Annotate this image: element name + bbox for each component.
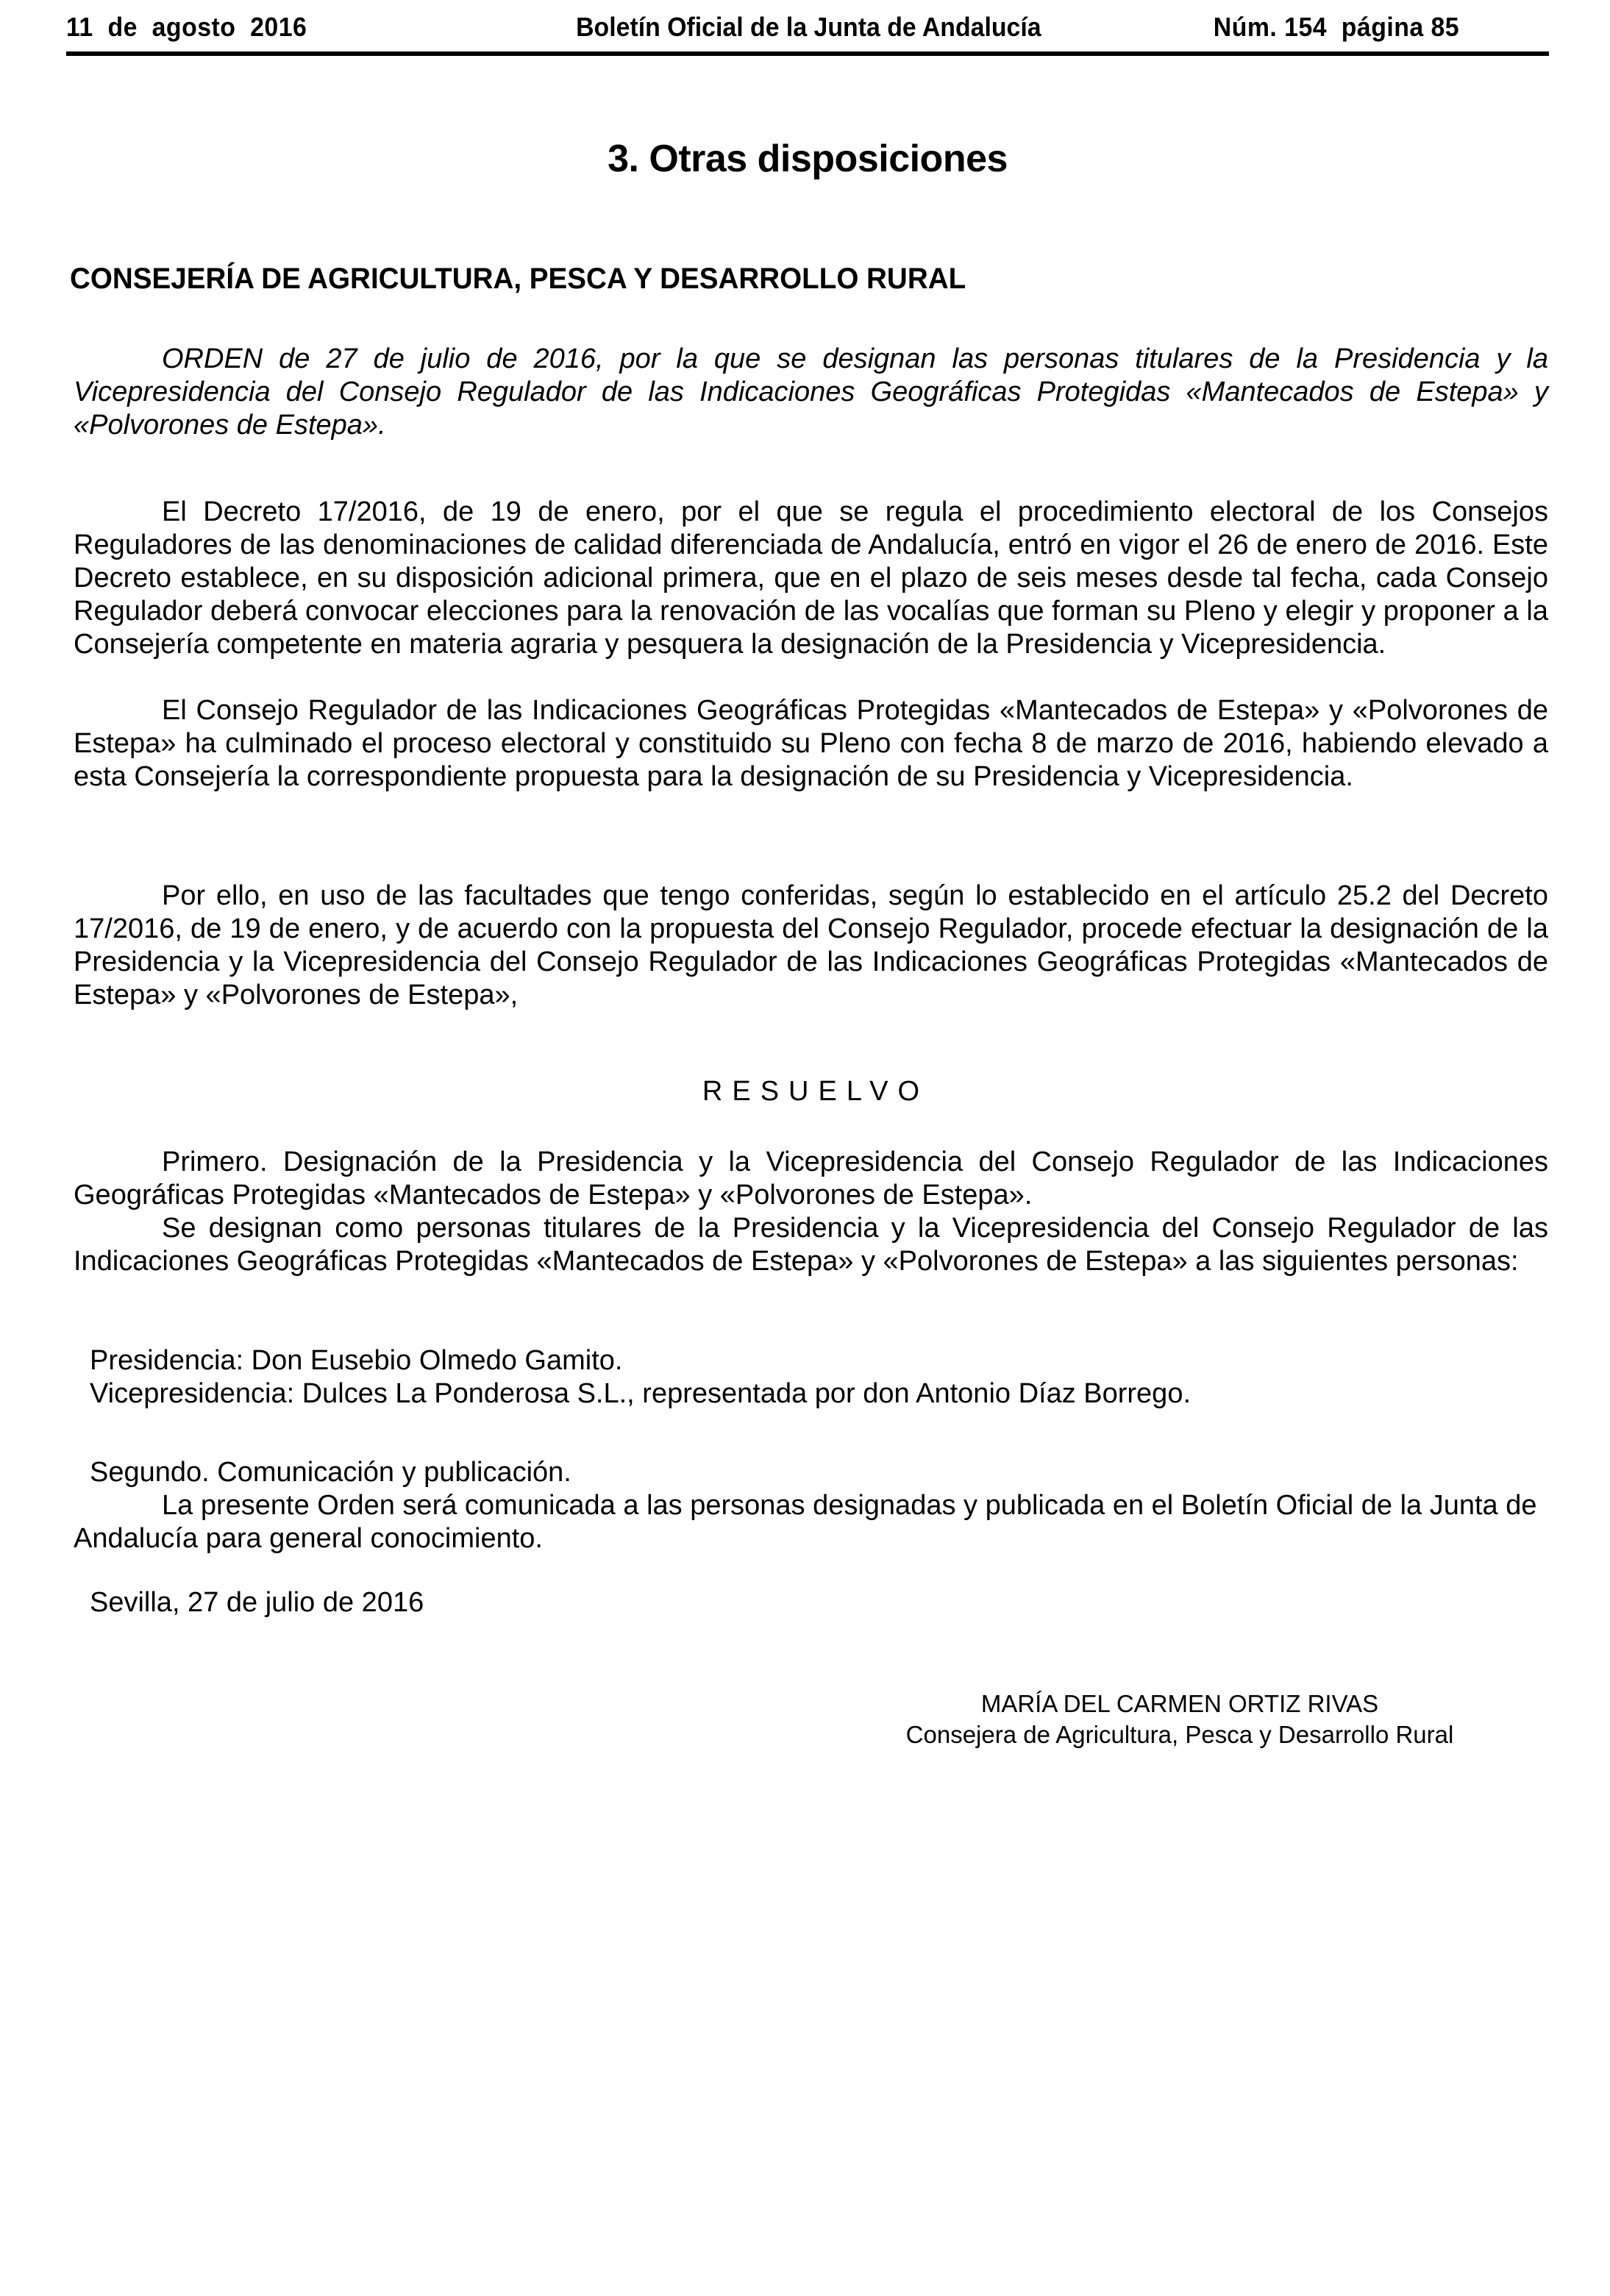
designation-paragraph: Se designan como personas titulares de la Presidencia y la Vicepresidencia del Consejo Regulador de las Indicaciones Geográficas Protegidas «Mantecados de Estepa» y «Polvorones de Estepa» a las siguientes personas:	[74, 1213, 1548, 1277]
recital-paragraph-2: El Consejo Regulador de las Indicaciones Geográficas Protegidas «Mantecados de Estepa» y «Polvorones de Estepa» ha culminado el proceso electoral y constituido su Pleno con fecha 8 de marzo de 2016, habiendo elevado a esta Consejería la correspondiente propuesta para la designación de su Presidencia y Vicepresidencia.	[74, 695, 1548, 792]
recital-paragraph-2-block	[74, 694, 1548, 794]
recital-paragraph-3-block	[74, 880, 1548, 1012]
organisation-heading: CONSEJERÍA DE AGRICULTURA, PESCA Y DESARROLLO RURAL	[70, 263, 966, 295]
primero-paragraph: Primero. Designación de la Presidencia y la Vicepresidencia del Consejo Regulador de las Indicaciones Geográficas Protegidas «Mantecados de Estepa» y «Polvorones de Estepa».	[74, 1147, 1548, 1211]
header-rule	[66, 51, 1549, 56]
segundo-heading-block	[74, 1456, 1548, 1489]
recital-paragraph-1-block	[74, 496, 1548, 661]
running-head-publication: Boletín Oficial de la Junta de Andalucía	[576, 12, 1041, 42]
place-date: Sevilla, 27 de julio de 2016	[90, 1587, 424, 1618]
signature-name: MARÍA DEL CARMEN ORTIZ RIVAS	[980, 1690, 1379, 1717]
publication-paragraph-block	[74, 1489, 1548, 1555]
designation-paragraph-block	[74, 1212, 1548, 1278]
recital-paragraph-3: Por ello, en uso de las facultades que tengo conferidas, según lo establecido en el artículo 25.2 del Decreto 17/2016, de 19 de enero, y de acuerdo con la propuesta del Consejo Regulador, procede efectuar la designación de la Presidencia y la Vicepresidencia del Consejo Regulador de las Indicaciones Geográficas Protegidas «Mantecados de Estepa» y «Polvorones de Estepa»,	[74, 880, 1548, 1010]
designated-president: Presidencia: Don Eusebio Olmedo Gamito.	[90, 1345, 623, 1376]
recital-paragraph-1: El Decreto 17/2016, de 19 de enero, por el que se regula el procedimiento electoral de los Consejos Reguladores de las denominaciones de calidad diferenciada de Andalucía, entró en vigor el 26 de enero de 2016. Este Decreto establece, en su disposición adicional primera, que en el plazo de seis meses desde tal fecha, cada Consejo Regulador deberá convocar elecciones para la renovación de las vocalías que forman su Pleno y elegir y proponer a la Consejería competente en materia agraria y pesquera la designación de la Presidencia y Vicepresidencia.	[74, 496, 1548, 660]
publication-paragraph: La presente Orden será comunicada a las personas designadas y publicada en el Boletín Oficial de la Junta de Andalucía para general conocimiento.	[74, 1490, 1537, 1554]
signature-block	[811, 1689, 1548, 1750]
designated-vicepresident: Vicepresidencia: Dulces La Ponderosa S.L., representada por don Antonio Díaz Borrego.	[90, 1378, 1192, 1409]
resuelvo-heading: RESUELVO	[702, 1076, 930, 1107]
running-head	[66, 10, 1459, 53]
signature-role: Consejera de Agricultura, Pesca y Desarrollo Rural	[905, 1721, 1454, 1748]
place-date-block	[74, 1586, 1548, 1619]
running-head-issue-page: Núm. 154 página 85	[1213, 12, 1460, 42]
order-summary-block	[74, 343, 1548, 442]
page-title: 3. Otras disposiciones	[608, 138, 1008, 180]
segundo-heading: Segundo. Comunicación y publicación.	[90, 1457, 571, 1488]
primero-paragraph-block	[74, 1146, 1548, 1212]
order-summary-text: ORDEN de 27 de julio de 2016, por la que se designan las personas titulares de la Presidencia y la Vicepresidencia del Consejo Regulador de las Indicaciones Geográficas Protegidas «Mantecados de Estepa» y «Polvorones de Estepa».	[74, 343, 1548, 441]
running-head-date: 11 de agosto 2016	[66, 12, 307, 42]
designated-persons-block	[74, 1344, 1548, 1411]
